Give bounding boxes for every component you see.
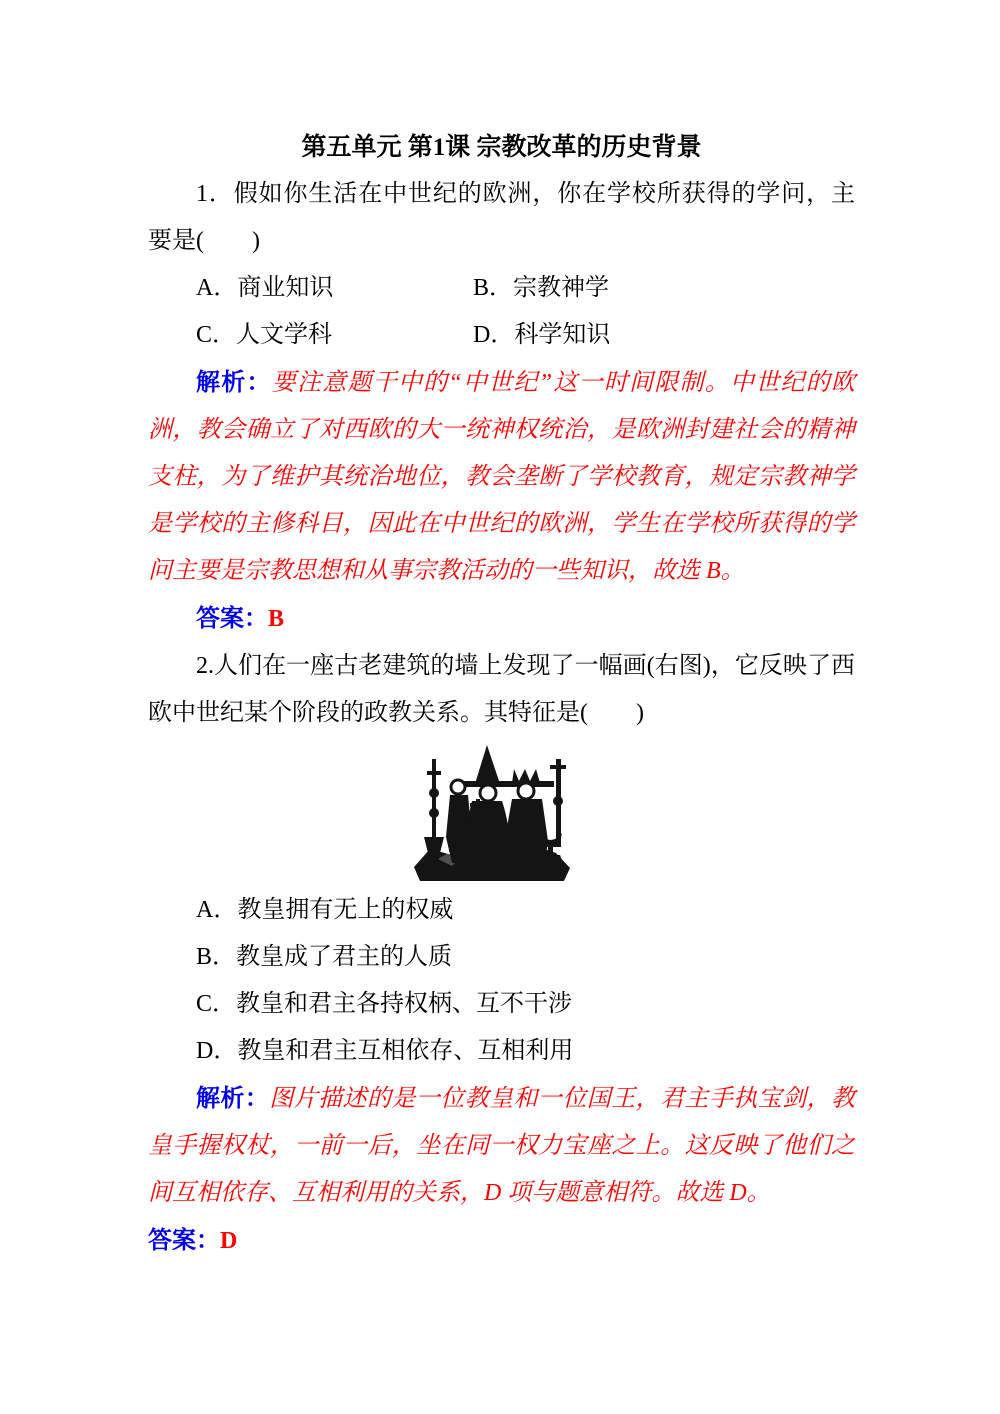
option-a: A．商业知识 bbox=[196, 275, 334, 301]
option-d: D．教皇和君主互相依存、互相利用 bbox=[196, 1038, 574, 1064]
question-2-analysis bbox=[148, 1075, 855, 1217]
question-1 bbox=[148, 171, 855, 643]
question-1-answer bbox=[148, 595, 855, 643]
question-2-options bbox=[196, 887, 855, 1075]
answer-label: 答案： bbox=[196, 605, 268, 632]
page-title: 第五单元 第1课 宗教改革的历史背景 bbox=[301, 134, 702, 161]
analysis-body: 要注意题干中的“中世纪”这一时间限制。中世纪的欧洲，教会确立了对西欧的大一统神权统治，是欧洲封建社会的精神支柱，为了维护其统治地位，教会垄断了学校教育，规定宗教神学是学校的主修科目，因此在中世纪的欧洲，学生在学校所获得的学问主要是宗教思想和从事宗教活动的一些知识，故选 B。 bbox=[148, 370, 855, 584]
answer-value: D bbox=[220, 1228, 238, 1254]
option-c: C．人文学科 bbox=[196, 322, 333, 348]
analysis-label: 解析： bbox=[196, 1085, 270, 1112]
answer-label: 答案： bbox=[148, 1227, 220, 1254]
option-b: B．教皇成了君主的人质 bbox=[196, 944, 453, 970]
option-c: C．教皇和君主各持权柄、互不干涉 bbox=[196, 991, 573, 1017]
answer-value: B bbox=[268, 606, 285, 632]
question-1-stem: 1．假如你生活在中世纪的欧洲，你在学校所获得的学问，主要是( ) bbox=[148, 181, 855, 254]
analysis-label: 解析： bbox=[196, 369, 272, 396]
question-2 bbox=[148, 643, 855, 1265]
question-1-analysis bbox=[148, 359, 855, 595]
question-2-answer bbox=[148, 1217, 855, 1265]
analysis-body: 图片描述的是一位教皇和一位国王，君主手执宝剑，教皇手握权杖，一前一后，坐在同一权力宝座之上。这反映了他们之间互相依存、互相利用的关系，D 项与题意相符。故选 D。 bbox=[148, 1086, 856, 1206]
option-d: D．科学知识 bbox=[473, 322, 611, 348]
option-a: A．教皇拥有无上的权威 bbox=[196, 897, 454, 923]
pope-king-engraving-image bbox=[408, 741, 576, 883]
question-2-stem: 2.人们在一座古老建筑的墙上发现了一幅画(右图)，它反映了西欧中世纪某个阶段的政教关系。其特征是( ) bbox=[148, 653, 855, 726]
question-2-figure bbox=[128, 737, 855, 887]
option-b: B．宗教神学 bbox=[473, 275, 610, 301]
question-1-options bbox=[196, 265, 855, 359]
